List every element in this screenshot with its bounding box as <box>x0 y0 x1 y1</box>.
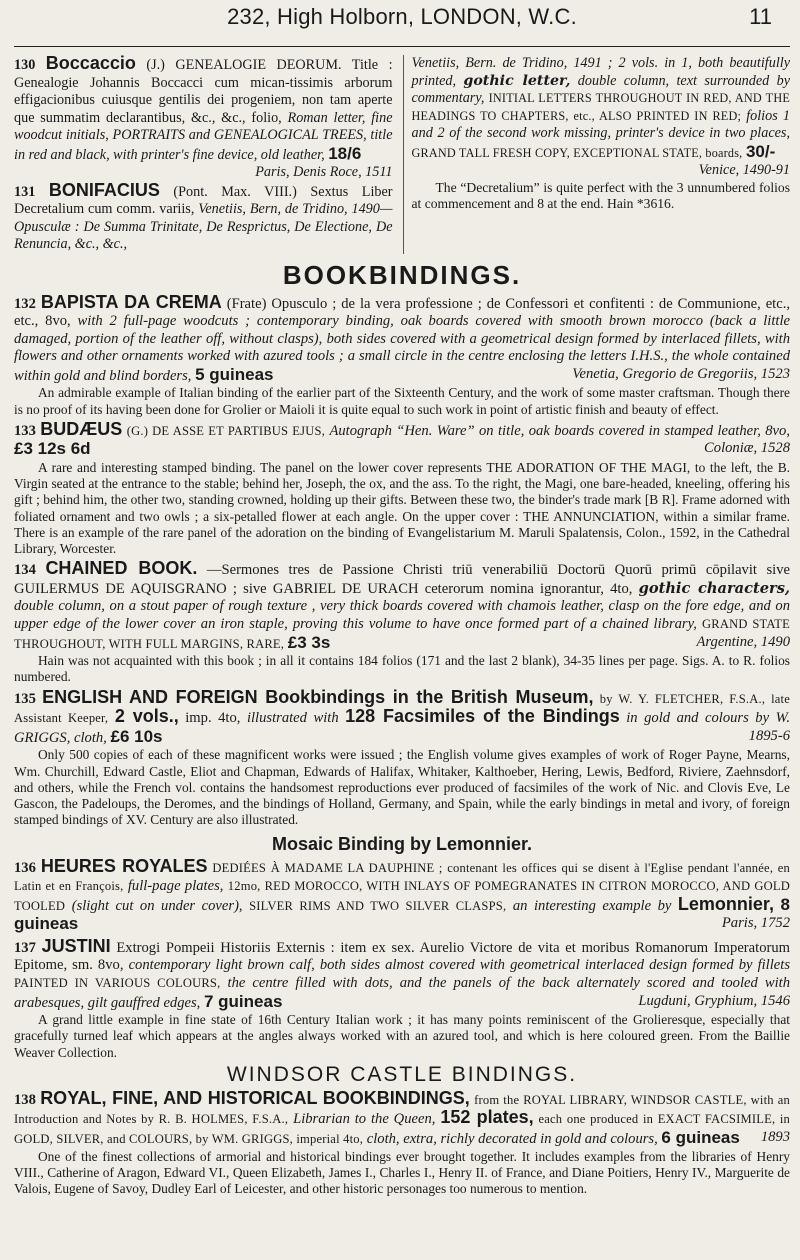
lot-description-2: double column, text surrounded by commentary, <box>411 72 791 106</box>
right-column <box>403 55 791 254</box>
lot-imprint-1: Venetiis, Bern, de Tridino, 1490—Opusculæ : De Summa Trinitate, De Resprictus, De Electione, De Renuncia, &c., &c., <box>14 201 393 252</box>
lot-example: an interesting example by <box>512 897 672 914</box>
lot-illustrated: illustrated with <box>246 710 339 727</box>
lot-note: Hain was not acquainted with this book ; in all it contains 184 folios (171 and the last 2 blank), 34-35 lines per page. Sigs. A. to R. folios numbered. <box>14 653 790 685</box>
lot-author: BAPISTA DA CREMA <box>40 291 222 312</box>
lot-note: Only 500 copies of each of these magnificent works were issued ; the English volume gives examples of work of Roger Payne, Mearns, Wm. Churchill, Edward Castle, Eliot and Chapman, Edwards of Halifax, Whitaker, Kalthoeber, Hering, Lewis, Bedford, Riviere, Zaehnsdorf, and others, while the French vol. contains the handsomest reproductions ever produced of facsimiles of the work of Nic. and Clovis Eve, Le Gascon, the Padeloups, the Deromes, and the bindings of Holland, Germany, and Spain, while the early bindings in metal and ivory, of foreign stamped bindings of XV. Century are also illustrated. <box>14 747 790 828</box>
lot-imprint: Venice, 1490-91 <box>698 162 790 178</box>
lot-description: cloth, extra, richly decorated in gold and colours, <box>366 1131 658 1147</box>
lot-title: JUSTINI <box>41 935 111 956</box>
lot-author: BONIFACIUS <box>48 179 160 200</box>
lot-condition: (slight cut on under cover), <box>71 897 243 914</box>
lot-author: BUDÆUS <box>40 418 123 439</box>
lot-price: 8 guineas <box>14 894 790 934</box>
lot-131 <box>14 179 393 254</box>
lot-number: 132 <box>14 295 36 312</box>
lot-rims: SILVER RIMS AND TWO SILVER CLASPS, <box>249 898 507 913</box>
lot-note: An admirable example of Italian binding of the earlier part of the Sixteenth Century, and the work of some master craftsman. Though there is no proof of its having been done for Grolier or Maioli it is quite equal to such work in point of artistic finish and beauty of effect. <box>14 385 790 417</box>
lot-136 <box>14 858 790 934</box>
lot-price: 18/6 <box>328 143 362 163</box>
lot-imprint: Lugduni, Gryphium, 1546 <box>638 992 790 1009</box>
gothic-characters: gothic characters, <box>638 579 790 597</box>
lot-number: 131 <box>14 183 36 200</box>
lot-description-3: INITIAL LETTERS THROUGHOUT IN RED, AND THE HEADINGS TO CHAPTERS, etc., ALSO PRINTED IN RED; <box>411 91 790 123</box>
lot-number: 134 <box>14 562 36 579</box>
lot-imprint-2: Venetiis, Bern. de Tridino, 1491 ; 2 vols. in 1, <box>411 55 692 71</box>
lot-number: 136 <box>14 860 36 877</box>
lot-title: (G.) DE ASSE ET PARTIBUS EJUS, <box>126 423 326 438</box>
lot-imprint: Coloniæ, 1528 <box>704 440 790 457</box>
section-heading-windsor: WINDSOR CASTLE BINDINGS. <box>226 1062 578 1086</box>
lot-imprint: Paris, Denis Roce, 1511 <box>255 164 393 180</box>
lot-138 <box>14 1087 791 1149</box>
lot-description: Autograph “Hen. Ware” on title, oak boards covered in stamped leather, 8vo, <box>329 422 790 439</box>
lot-description: both beautifully printed, <box>411 55 791 89</box>
lot-135 <box>14 686 791 748</box>
lot-description: contemporary light brown calf, both sides almost covered with geometrical interlaced design formed by fillets <box>128 957 790 974</box>
lot-binder: Lemonnier, <box>677 893 774 914</box>
lot-description: Roman letter, fine woodcut initials, PORTRAITS and GENEALOGICAL TREES, title in red and black, with printer's fine device, old leather, <box>14 109 393 163</box>
lot-facsimiles: 128 Facsimiles of the Bindings <box>345 706 620 727</box>
two-column-section <box>14 55 790 254</box>
lot-plates: full-page plates, <box>127 878 224 895</box>
lot-format: imp. 4to, <box>185 710 241 727</box>
lot-volumes: 2 vols., <box>114 706 179 727</box>
lot-note: One of the finest collections of armorial and historical bindings ever brought together. It includes examples from the libraries of Henry VIII., Catherine of Aragon, Edward VI., Queen Elizabeth, James I., Charles I., Henry II. of France, and Diane Poitiers, Henry IV., Marguerite de Valois, Eugene of Savoy, Dudley Earl of Leicester, and other historic personages too numerous to mention. <box>14 1148 790 1196</box>
lot-imprint: 1893 <box>760 1129 790 1145</box>
lot-131-continued <box>411 55 791 178</box>
lot-author: CHAINED BOOK. <box>45 558 198 579</box>
lot-number: 133 <box>14 422 36 439</box>
lot-price: 7 guineas <box>203 991 283 1011</box>
lot-title: HEURES ROYALES <box>40 856 208 877</box>
lot-title: (J.) GENEALOGIE DEORUM. Title : Genealogie Johannis Boccacci cum mican-tissimis arborum effigacionibus cuiusque gentilis dei progeniem, non tam aperte que summatim declarantibus, &c., &c., folio, <box>14 57 393 126</box>
lot-description: double column, on a stout paper of rough texture , very thick boards covered with chamois leather, clasp on the fore edge, and on upper edge of the lower cover an iron staple, proving this volume to have once formed part of a chained library, <box>14 598 790 633</box>
section-heading-mosaic: Mosaic Binding by Lemonnier. <box>271 834 533 855</box>
header-address: 232, High Holborn, LONDON, W.C. <box>227 4 577 29</box>
lot-note: A grand little example in fine state of 16th Century Italian work ; it has many points reminiscent of the Grolieresque, especially that gracefully turned leaf which appears at the angles always worked with an azured tool, and which is here coloured green. From the Baillie Weaver Collection. <box>14 1012 790 1060</box>
lot-description-4: folios 1 and 2 of the second work missing, printer's device in two places, <box>411 107 790 141</box>
lot-130 <box>14 53 393 180</box>
lot-title: —Sermones tres de Passione Christi triū venerabiliū Doctorū Quorū primū cōpilavit sive GUILERMUS DE AQUISGRANO ; sive GABRIEL DE URACH ceterorum nomina ignorantur, 4to, <box>14 562 790 597</box>
lot-imprint: Paris, 1752 <box>721 915 790 932</box>
lot-imprint: Argentine, 1490 <box>696 633 790 650</box>
lot-description-5: GRAND TALL FRESH COPY, EXCEPTIONAL STATE, boards, <box>411 145 743 160</box>
lot-price: 6 guineas <box>661 1128 740 1147</box>
lot-description-2: GRAND STATE THROUGHOUT, WITH FULL MARGINS, RARE, <box>14 617 790 651</box>
lot-painted: PAINTED IN VARIOUS COLOURS, <box>14 976 221 991</box>
lot-134 <box>14 560 790 653</box>
lot-price: £3 12s 6d <box>14 439 91 459</box>
lot-title: ENGLISH AND FOREIGN Bookbindings in the British Museum, <box>42 686 594 707</box>
lot-price: 30/- <box>745 141 776 161</box>
lot-number: 138 <box>14 1091 36 1108</box>
lot-price: £3 3s <box>287 632 331 652</box>
lot-title: ROYAL, FINE, AND HISTORICAL BOOKBINDINGS, <box>40 1087 470 1108</box>
lot-note: A rare and interesting stamped binding. The panel on the lower cover represents THE ADORATION OF THE MAGI, to the left, the B. Virgin seated at the entrance to the stable; behind her, Joseph, the ox, and the ass. To the right, the Magi, one bare-headed, kneeling, offering his gift ; behind him, the other two, standing crowned, holding up their gifts. Between these two, the binder's trade mark [B R]. Frame adorned with foliated ornament and two owls ; a six-petalled flower at each angle. On the upper cover : THE ANNUNCIATION, within a similar frame. There is an example of the rare panel of the adoration on the binding of Evangelistarium M. Maruli Spalatensis, Colon., 1592, in the Cathedral Library, Worcester. <box>14 460 790 557</box>
lot-facsimile: each one produced in EXACT FACSIMILE, in GOLD, SILVER, and COLOURS, by WM. GRIGGS, imperial 4to, <box>14 1112 791 1146</box>
section-heading-bookbindings: BOOKBINDINGS. <box>282 259 522 290</box>
lot-plates: 152 plates, <box>440 1107 534 1128</box>
lot-author: Boccaccio <box>45 53 136 73</box>
lot-number: 137 <box>14 939 36 956</box>
lot-description: with 2 full-page woodcuts ; contemporary binding, oak boards covered with smooth brown morocco (back a little damaged, portion of the leather off, without clasps), both sides covered with a geometrical design formed by interlaced fillets, with flowers and other ornaments worked with azured tools ; a small circle in the centre enclosing the letters I.H.S., the whole contained within gold and blind borders, <box>14 313 790 384</box>
lot-price: £6 10s <box>110 726 163 746</box>
lot-imprint: Venetia, Gregorio de Gregoriis, 1523 <box>572 365 790 382</box>
lot-title: (Frate) Opusculo ; de la vera professione ; de Confessori et confitenti : de Communione, etc., etc., 8vo, <box>14 295 790 330</box>
page-number: 11 <box>749 4 772 29</box>
lot-binding: 12mo, RED MOROCCO, WITH INLAYS OF POMEGRANATES IN CITRON MOROCCO, AND GOLD TOOLED <box>14 879 790 913</box>
lot-imprint: 1895-6 <box>748 727 790 744</box>
lot-subtitle: DEDIÉES À MADAME LA DAUPHINE ; contenant les offices qui se disent à l'Eglise pendant l'année, en Latin et en François, <box>14 861 791 894</box>
lot-price: 5 guineas <box>195 364 274 384</box>
lot-133 <box>14 418 790 460</box>
lot-title: (Pont. Max. VIII.) Sextus Liber Decretalium cum comm. variis, <box>14 183 393 217</box>
lot-note: The “Decretalium” is quite perfect with the 3 unnumbered folios at commencement and 8 at the end. Hain *3616. <box>411 179 790 211</box>
left-column <box>14 55 393 254</box>
lot-description: in gold and colours by W. GRIGGS, cloth, <box>14 710 791 746</box>
lot-author: by W. Y. FLETCHER, F.S.A., late Assistant Keeper, <box>14 691 790 726</box>
lot-subtitle: Extrogi Pompeii Historiis Externis : item ex sex. Aurelio Victore de vita et moribus Romanorum Imperatorum Epitome, sm. 8vo, <box>14 939 790 974</box>
lot-subtitle: from the ROYAL LIBRARY, WINDSOR CASTLE, with an Introduction and Notes by R. B. HOLMES, F.S.A., <box>14 1092 790 1127</box>
lot-132 <box>14 291 790 386</box>
lot-description-2: the centre filled with dots, and the panels of the back alternately scored and tooled with arabesques, gilt gauffred edges, <box>14 975 790 1011</box>
lot-number: 135 <box>14 690 36 707</box>
lot-librarian: Librarian to the Queen, <box>293 1111 436 1128</box>
lot-137 <box>14 935 790 1012</box>
page-header <box>14 0 790 47</box>
lot-number: 130 <box>14 57 36 73</box>
gothic-letter: gothic letter, <box>463 72 571 89</box>
